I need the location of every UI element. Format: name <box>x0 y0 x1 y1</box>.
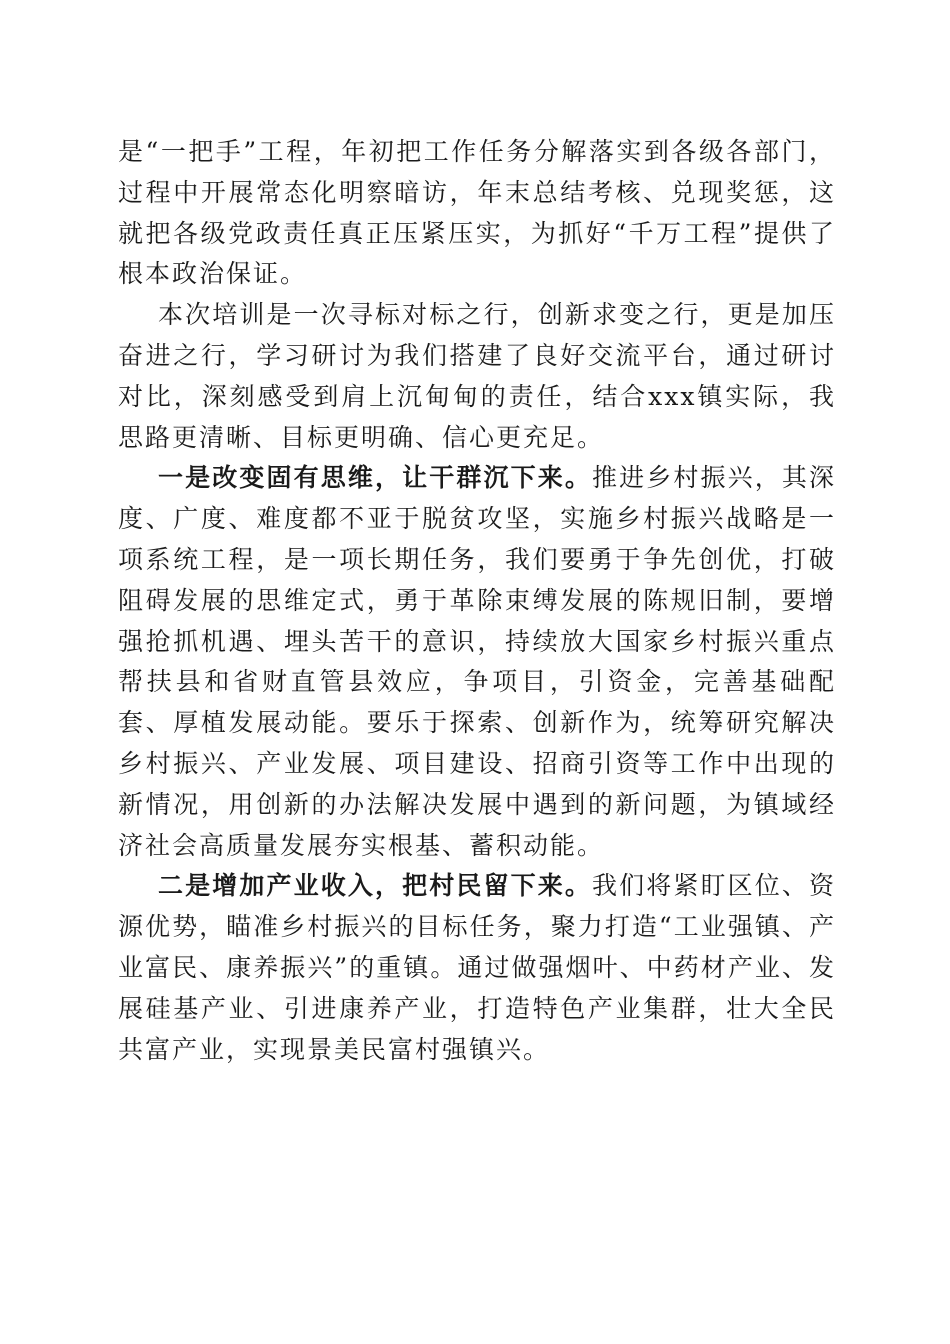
paragraph-2-text: 本次培训是一次寻标对标之行，创新求变之行，更是加压奋进之行，学习研讨为我们搭建了良好交流平台，通过研讨对比，深刻感受到肩上沉甸甸的责任，结合xxx镇实际，我思路更清晰、目标更明确、信心更充足。 <box>118 300 836 452</box>
paragraph-3-heading: 一是改变固有思维，让干群沉下来。 <box>158 463 592 493</box>
paragraph-3 <box>118 458 836 866</box>
paragraph-1 <box>118 132 836 295</box>
paragraph-1-text: 是“一把手”工程，年初把工作任务分解落实到各级各部门，过程中开展常态化明察暗访，年末总结考核、兑现奖惩，这就把各级党政责任真正压紧压实，为抓好“千万工程”提供了根本政治保证。 <box>118 137 836 289</box>
paragraph-4-text: 我们将紧盯区位、资源优势，瞄准乡村振兴的目标任务，聚力打造“工业强镇、产业富民、康养振兴”的重镇。通过做强烟叶、中药材产业、发展硅基产业、引进康养产业，打造特色产业集群，壮大全民共富产业，实现景美民富村强镇兴。 <box>118 871 836 1064</box>
paragraph-3-text: 推进乡村振兴，其深度、广度、难度都不亚于脱贫攻坚，实施乡村振兴战略是一项系统工程，是一项长期任务，我们要勇于争先创优，打破阻碍发展的思维定式，勇于革除束缚发展的陈规旧制，要增强抢抓机遇、埋头苦干的意识，持续放大国家乡村振兴重点帮扶县和省财直管县效应，争项目，引资金，完善基础配套、厚植发展动能。要乐于探索、创新作为，统筹研究解决乡村振兴、产业发展、项目建设、招商引资等工作中出现的新情况，用创新的办法解决发展中遇到的新问题，为镇域经济社会高质量发展夯实根基、蓄积动能。 <box>118 463 836 860</box>
paragraph-2 <box>118 295 836 458</box>
paragraph-4-heading: 二是增加产业收入，把村民留下来。 <box>158 871 592 901</box>
document-body <box>118 132 836 1070</box>
paragraph-4 <box>118 866 836 1070</box>
